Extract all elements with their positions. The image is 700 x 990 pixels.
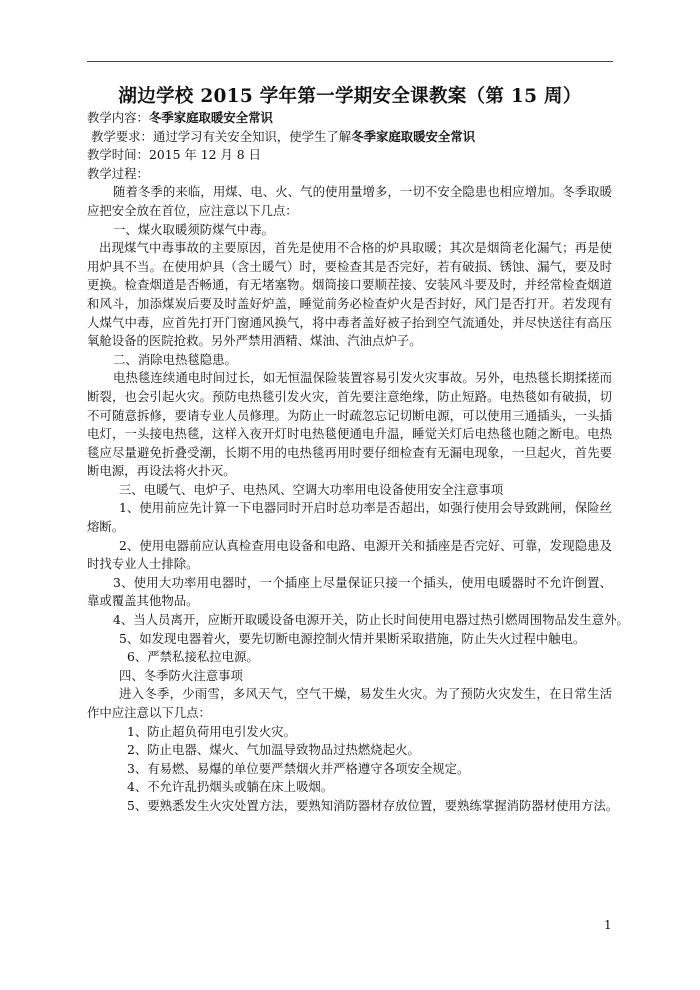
text-line: 进入冬季，少雨雪，多风天气，空气干燥，易发生火灾。为了预防火灾发生，在日常生活 [119,686,612,702]
text-line: 时找专业人士排除。 [87,556,199,572]
section-heading: 三、电暖气、电炉子、电热风、空调大功率用电设备使用安全注意事项 [119,481,504,497]
text-line: 断电源，再设法将火扑灭。 [87,463,236,479]
list-item: 5、要熟悉发生火灾处置方法，要熟知消防器材存放位置，要熟练掌握消防器材使用方法。 [127,797,619,813]
section-heading: 二、消除电热毯隐患。 [113,351,237,367]
text-line: 出现煤气中毒事故的主要原因，首先是使用不合格的炉具取暖；其次是烟筒老化漏气；再是使 [99,240,612,256]
text-line: 用炉具不当。在使用炉具（含土暖气）时，要检查其是否完好，若有破损、锈蚀、漏气，要及时 [87,258,612,274]
page-number: 1 [604,918,612,932]
text-line: 作中应注意以下几点： [87,705,211,720]
section-heading: 一、煤火取暖须防煤气中毒。 [113,221,275,237]
text-line: 6、严禁私接私拉电源。 [127,649,259,665]
meta-requirement [87,128,612,147]
header-rule [87,61,613,62]
requirement-value: 冬季家庭取暖安全常识 [351,128,476,144]
text-line: 更换。检查烟道是否畅通，有无堵塞物。烟筒接口要顺茬接、安装风斗要及时，并经常检查烟道 [87,277,612,293]
text-line: 靠或覆盖其他物品。 [87,593,199,609]
text-line: 应把安全放在首位，应注意以下几点： [87,202,298,218]
content-label: 教学内容： [87,110,149,125]
text-line: 电热毯连续通电时间过长，如无恒温保险装置容易引发火灾事故。另外，电热毯长期揉搓而 [113,370,612,386]
meta-content [87,109,612,128]
text-line: 电灯，一头接电热毯，这样入夜开灯时电热毯便通电升温，睡觉关灯后电热毯也随之断电。电热 [87,426,612,442]
section-heading: 四、冬季防火注意事项 [119,667,243,683]
text-line: 毯应尽量避免折叠受潮，长期不用的电热毯再用时要仔细检查有无漏电现象，一旦起火，首先要 [87,444,612,460]
text-line: 1、使用前应先计算一下电器同时开启时总功率是否超出，如强行使用会导致跳闸，保险丝 [119,500,612,516]
page-title: 湖边学校 2015 学年第一学期安全课教案（第 15 周） [118,86,582,107]
text-line: 人煤气中毒，应首先打开门窗通风换气，将中毒者盖好被子抬到空气流通处，并尽快送往有高压 [87,314,612,330]
text-line: 4、当人员离开，应断开取暖设备电源开关，防止长时间使用电器过热引燃周围物品发生意外。 [113,612,629,628]
meta-process: 教学过程： [87,165,149,181]
list-item: 4、不允许乱扔烟头或躺在床上吸烟。 [127,779,334,795]
content-value: 冬季家庭取暖安全常识 [148,110,273,125]
list-item: 2、防止电器、煤火、气加温导致物品过热燃烧起火。 [127,742,420,758]
text-line: 3、使用大功率用电器时，一个插座上尽量保证只接一个插头，使用电暖器时不允许倒置、 [113,574,612,590]
text-line: 不可随意拆修，要请专业人员修理。为防止一时疏忽忘记切断电源，可以使用三通插头，一头插 [87,407,612,423]
list-item: 1、防止超负荷用电引发火灾。 [127,723,296,739]
text-line: 2、使用电器前应认真检查用电设备和电路、电源开关和插座是否完好、可靠，发现隐患及 [119,537,612,553]
text-line: 氧舱设备的医院抢救。另外严禁用酒精、煤油、汽油点炉子。 [87,333,422,349]
list-item: 3、有易燃、易爆的单位要严禁烟火并严格遵守各项安全规定。 [127,760,470,776]
meta-time: 教学时间：2015 年 12 月 8 日 [87,147,262,163]
text-line: 断裂，也会引起火灾。预防电热毯引发火灾，首先要注意绝缘，防止短路。电热毯如有破损，切 [87,388,612,404]
requirement-label: 教学要求：通过学习有关安全知识，使学生了解 [91,128,352,144]
text-line: 和风斗，加添煤炭后要及时盖好炉盖，睡觉前务必检查炉火是否封好，风门是否打开。若发现有 [87,295,612,311]
document-body [87,109,629,816]
text-line: 随着冬季的来临，用煤、电、火、气的使用量增多，一切不安全隐患也相应增加。冬季取暖 [113,184,612,200]
text-line: 熔断。 [87,519,125,535]
text-line: 5、如发现电器着火，要先切断电源控制火情并果断采取措施，防止失火过程中触电。 [119,630,586,646]
